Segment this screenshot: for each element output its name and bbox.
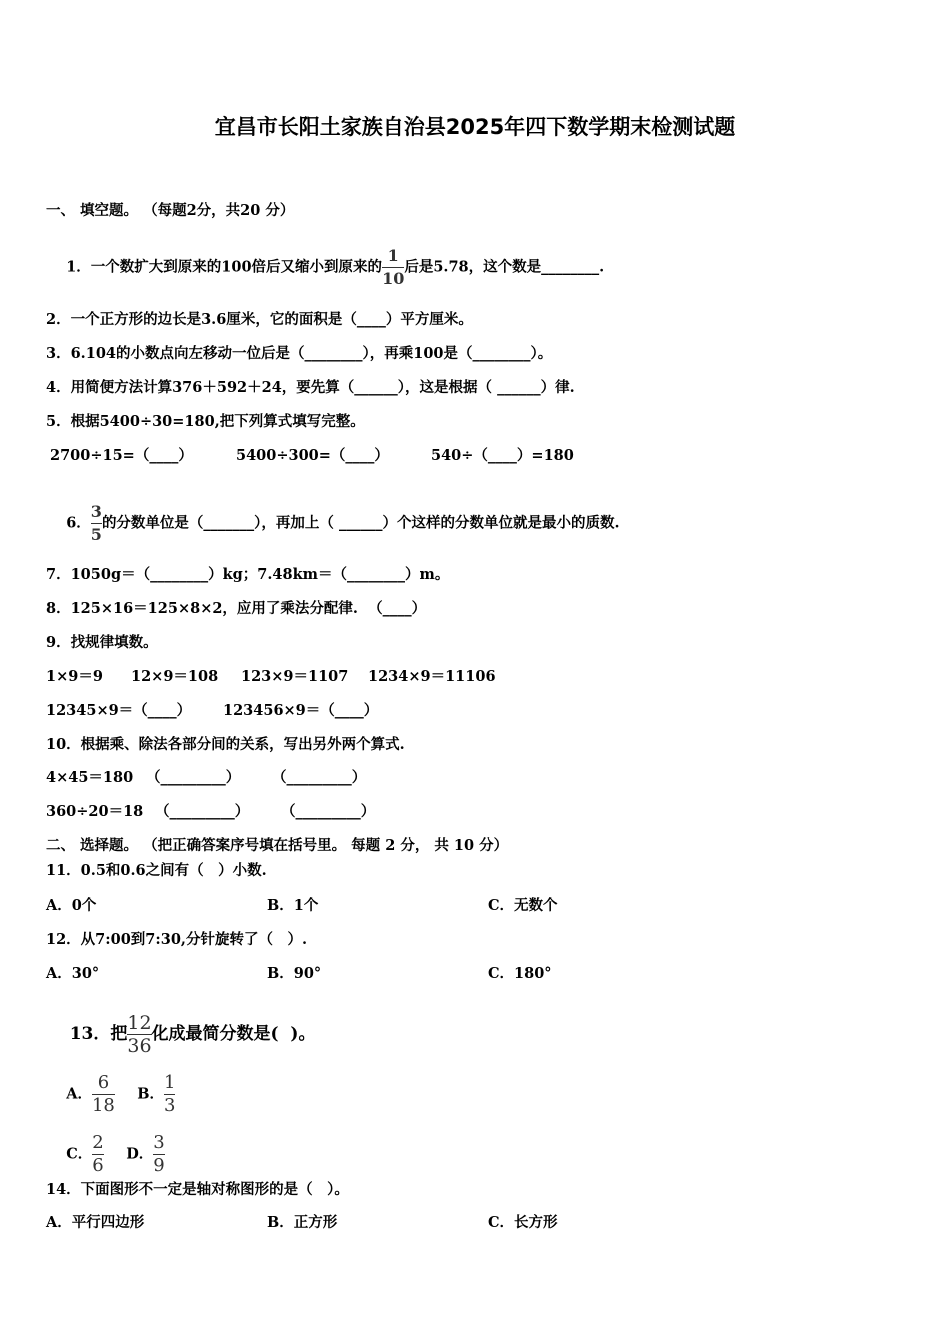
fraction-numerator: 1	[163, 1072, 176, 1093]
question-10: 10．根据乘、除法各部分间的关系，写出另外两个算式.	[46, 736, 405, 753]
question-9-row1-item-3: 123×9＝1107	[241, 668, 349, 685]
question-5-item-3: 540÷（____）=180	[431, 447, 574, 464]
question-11: 11．0.5和0.6之间有（ ）小数.	[46, 862, 267, 879]
question-14-option-c: C．长方形	[488, 1214, 558, 1231]
fraction-numerator: 3	[153, 1132, 165, 1153]
question-10-row1-item-2: （_________）	[146, 769, 241, 786]
fraction-denominator: 6	[92, 1155, 104, 1176]
option-label: B．	[137, 1085, 164, 1103]
fraction-denominator: 10	[382, 269, 405, 288]
question-1-text-before: 1．一个数扩大到原来的100倍后又缩小到原来的	[66, 258, 383, 276]
question-13-text-before: 13．把	[69, 1024, 128, 1044]
question-9-row1-item-4: 1234×9＝11106	[368, 668, 496, 685]
option-label: A．	[66, 1085, 92, 1103]
question-10-row2-item-2: （_________）	[155, 803, 250, 820]
question-1	[46, 226, 604, 309]
question-12-option-a: A．30°	[46, 965, 100, 982]
question-12-option-c: C．180°	[488, 965, 552, 982]
fraction-6-18	[92, 1073, 115, 1116]
fraction-denominator: 5	[90, 525, 102, 544]
question-6	[46, 482, 620, 565]
question-14-option-b: B．正方形	[267, 1214, 338, 1231]
fraction-numerator: 12	[127, 1012, 152, 1034]
question-12: 12．从7:00到7:30,分针旋转了（ ）.	[46, 931, 308, 948]
question-11-option-b: B．1个	[267, 897, 319, 914]
section-2-heading: 二、 选择题。 （把正确答案序号填在括号里。 每题 2 分， 共 10 分）	[46, 837, 509, 854]
page-title: 宜昌市长阳土家族自治县2025年四下数学期末检测试题	[214, 115, 736, 139]
question-5-item-1: 2700÷15=（____）	[50, 447, 193, 464]
question-1-text-after: 后是5.78，这个数是________.	[404, 258, 605, 276]
question-6-number: 6．	[66, 514, 91, 532]
question-10-row2-item-3: （_________）	[281, 803, 376, 820]
question-13-text-after: 化成最简分数是( )。	[151, 1024, 316, 1044]
question-11-option-a: A．0个	[46, 897, 97, 914]
fraction-1-3	[164, 1073, 175, 1116]
question-9: 9．找规律填数。	[46, 634, 158, 651]
fraction-numerator: 3	[90, 502, 102, 521]
question-11-option-c: C．无数个	[488, 897, 558, 914]
question-14-option-a: A．平行四边形	[46, 1214, 145, 1231]
question-9-row1-item-1: 1×9＝9	[46, 668, 103, 685]
question-9-row1-item-2: 12×9＝108	[131, 668, 219, 685]
question-10-row2-item-1: 360÷20＝18	[46, 803, 144, 820]
question-5: 5．根据5400÷30=180,把下列算式填写完整。	[46, 413, 365, 430]
fraction-denominator: 18	[91, 1095, 115, 1116]
fraction-denominator: 9	[153, 1155, 165, 1176]
fraction-2-6	[92, 1133, 103, 1176]
fraction-numerator: 2	[92, 1132, 104, 1153]
question-8: 8．125×16＝125×8×2，应用了乘法分配律. （____）	[46, 600, 427, 617]
fraction-denominator: 36	[127, 1035, 152, 1057]
fraction-numerator: 6	[97, 1072, 110, 1093]
question-7: 7．1050g＝（________）kg；7.48km＝（________）m。	[46, 566, 450, 583]
fraction-1-10	[382, 246, 404, 289]
question-12-option-b: B．90°	[267, 965, 322, 982]
fraction-denominator: 3	[163, 1095, 176, 1116]
question-9-row2-item-2: 123456×9＝（____）	[223, 702, 379, 719]
fraction-numerator: 1	[387, 246, 399, 265]
question-9-row2-item-1: 12345×9＝（____）	[46, 702, 192, 719]
option-label: C．	[66, 1145, 93, 1163]
question-10-row1-item-1: 4×45＝180	[46, 769, 134, 786]
question-4: 4．用简便方法计算376＋592＋24，要先算（______），这是根据（ ______）律.	[46, 379, 575, 396]
option-label: D．	[126, 1145, 154, 1163]
fraction-12-36	[127, 1013, 151, 1056]
section-1-heading: 一、 填空题。 （每题2分，共20 分）	[46, 202, 295, 219]
fraction-3-5	[91, 502, 102, 545]
question-10-row1-item-3: （_________）	[272, 769, 367, 786]
question-5-item-2: 5400÷300=（____）	[236, 447, 389, 464]
fraction-3-9	[153, 1133, 164, 1176]
question-14: 14．下面图形不一定是轴对称图形的是（ ）。	[46, 1181, 349, 1198]
question-3: 3．6.104的小数点向左移动一位后是（________），再乘100是（________）。	[46, 345, 553, 362]
question-6-text-after: 的分数单位是（_______），再加上（ ______）个这样的分数单位就是最小的质数.	[101, 514, 620, 532]
question-2: 2．一个正方形的边长是3.6厘米，它的面积是（____）平方厘米。	[46, 311, 473, 328]
